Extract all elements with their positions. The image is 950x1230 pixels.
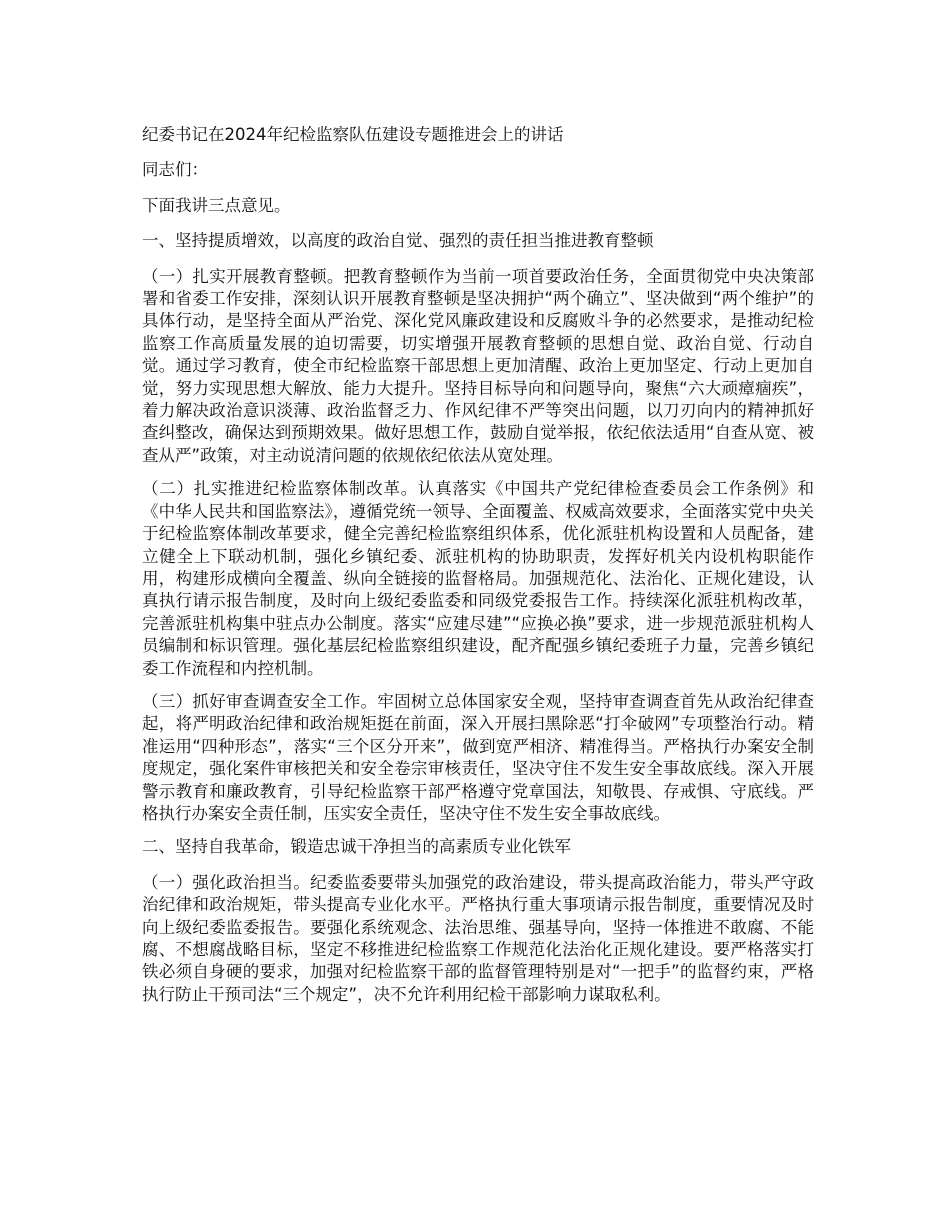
section-1-paragraph-2: （二）扎实推进纪检监察体制改革。认真落实《中国共产党纪律检查委员会工作条例》和《中华人民共和国监察法》，遵循党统一领导、全面覆盖、权威高效要求，全面落实党中央关于纪检监察体制改革要求，健全完善纪检监察组织体系，优化派驻机构设置和人员配备，建立健全上下联动机制，强化乡镇纪委、派驻机构的协助职责，发挥好机关内设机构职能作用，构建形成横向全覆盖、纵向全链接的监督格局。加强规范化、法治化、正规化建设，认真执行请示报告制度，及时向上级纪委监委和同级党委报告工作。持续深化派驻机构改革，完善派驻机构集中驻点办公制度。落实“应建尽建”“应换必换”要求，进一步规范派驻机构人员编制和标识管理。强化基层纪检监察组织建设，配齐配强乡镇纪委班子力量，完善乡镇纪委工作流程和内控机制。 [142, 479, 814, 678]
salutation: 同志们： [142, 160, 208, 180]
section-1-paragraph-1: （一）扎实开展教育整顿。把教育整顿作为当前一项首要政治任务，全面贯彻党中央决策部署和省委工作安排，深刻认识开展教育整顿是坚决拥护“两个确立”、坚决做到“两个维护”的具体行动，是坚持全面从严治党、深化党风廉政建设和反腐败斗争的必然要求，是推动纪检监察工作高质量发展的迫切需要，切实增强开展教育整顿的思想自觉、政治自觉、行动自觉。通过学习教育，使全市纪检监察干部思想上更加清醒、政治上更加坚定、行动上更加自觉，努力实现思想大解放、能力大提升。坚持目标导向和问题导向，聚焦“六大顽瘴痼疾”，着力解决政治意识淡薄、政治监督乏力、作风纪律不严等突出问题，以刀刃向内的精神抓好查纠整改，确保达到预期效果。做好思想工作，鼓励自觉举报，依纪依法适用“自查从宽、被查从严”政策，对主动说清问题的依规依纪依法从宽处理。 [142, 266, 814, 465]
section-1-heading: 一、坚持提质增效，以高度的政治自觉、强烈的责任担当推进教育整顿 [142, 231, 654, 251]
section-1-paragraph-3: （三）抓好审查调查安全工作。牢固树立总体国家安全观，坚持审查调查首先从政治纪律查起，将严明政治纪律和政治规矩挺在前面，深入开展扫黑除恶“打伞破网”专项整治行动。精准运用“四种形态”，落实“三个区分开来”，做到宽严相济、精准得当。严格执行办案安全制度规定，强化案件审核把关和安全卷宗审核责任，坚决守住不发生安全事故底线。深入开展警示教育和廉政教育，引导纪检监察干部严格遵守党章国法，知敬畏、存戒惧、守底线。严格执行办案安全责任制，压实安全责任，坚决守住不发生安全事故底线。 [142, 691, 814, 823]
section-2-heading: 二、坚持自我革命，锻造忠诚干净担当的高素质专业化铁军 [142, 837, 571, 857]
section-2-paragraph-1: （一）强化政治担当。纪委监委要带头加强党的政治建设，带头提高政治能力，带头严守政治纪律和政治规矩，带头提高专业化水平。严格执行重大事项请示报告制度，重要情况及时向上级纪委监委报告。要强化系统观念、法治思维、强基导向，坚持一体推进不敢腐、不能腐、不想腐战略目标，坚定不移推进纪检监察工作规范化法治化正规化建设。要严格落实打铁必须自身硬的要求，加强对纪检监察干部的监督管理特别是对“一把手”的监督约束，严格执行防止干预司法“三个规定”，决不允许利用纪检干部影响力谋取私利。 [142, 872, 814, 1004]
document-title: 纪委书记在2024年纪检监察队伍建设专题推进会上的讲话 [142, 125, 564, 144]
document-page [142, 124, 814, 1017]
intro-paragraph: 下面我讲三点意见。 [142, 195, 291, 215]
